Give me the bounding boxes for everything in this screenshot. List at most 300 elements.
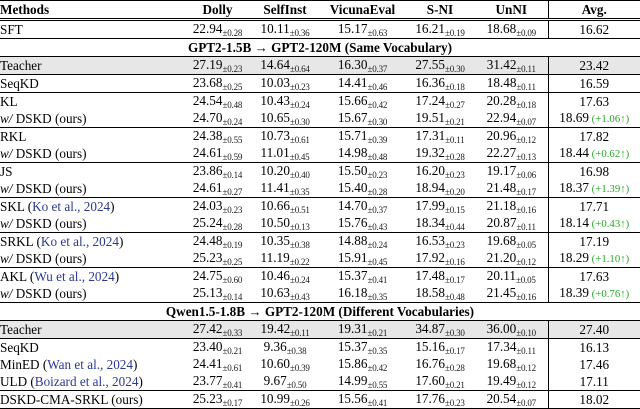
score-cell — [185, 250, 250, 268]
avg-delta: (+1.10↑) — [588, 253, 630, 265]
score-value: 10.60 — [260, 356, 290, 371]
section-row — [0, 303, 640, 321]
score-value: 15.50 — [337, 163, 368, 178]
score-value: 18.58 — [415, 285, 445, 300]
text-part: SFT — [0, 21, 23, 37]
score-cell — [405, 57, 475, 75]
score-value: 24.61 — [192, 180, 223, 195]
score-value: 11.01 — [260, 145, 290, 160]
text-part: w/ — [0, 110, 16, 126]
score-cell — [185, 57, 250, 75]
method-cell — [0, 321, 185, 339]
score-cell — [475, 391, 548, 409]
score-stddev: ±0.28 — [444, 152, 465, 162]
score-value: 27.19 — [192, 57, 223, 72]
text-part: 18.14 — [559, 215, 589, 230]
score-stddev: ±0.28 — [367, 187, 388, 197]
text-part: 17.63 — [579, 268, 610, 284]
score-value: 16.36 — [415, 75, 445, 90]
text-part: 23.42 — [579, 57, 610, 73]
score-value: 24.61 — [192, 145, 223, 160]
table-row — [0, 356, 640, 373]
avg-delta: (+1.39↑) — [588, 183, 630, 195]
score-cell — [475, 93, 548, 111]
text-part: 17.82 — [579, 128, 610, 144]
score-cell — [250, 215, 320, 233]
table-row — [0, 339, 640, 357]
score-cell — [250, 93, 320, 111]
score-cell — [250, 198, 320, 216]
score-value: 14.99 — [337, 373, 368, 388]
score-cell — [405, 128, 475, 146]
method-cell — [0, 339, 185, 357]
score-stddev: ±0.16 — [516, 292, 536, 302]
method-cell — [0, 145, 185, 163]
avg-delta: (+0.43↑) — [588, 218, 630, 230]
score-value: 24.03 — [192, 198, 223, 213]
score-stddev: ±0.30 — [367, 117, 388, 127]
score-cell — [475, 250, 548, 268]
table-row — [0, 110, 640, 128]
table-row — [0, 145, 640, 163]
table-header — [0, 1, 640, 20]
score-cell — [475, 75, 548, 93]
score-stddev: ±0.38 — [289, 240, 310, 250]
score-value: 15.37 — [337, 268, 368, 283]
score-stddev: ±0.24 — [367, 240, 388, 250]
text-part: w/ — [0, 215, 16, 231]
score-stddev: ±0.37 — [367, 64, 388, 74]
score-cell — [405, 93, 475, 111]
text-part: DSKD (ours) — [15, 110, 87, 126]
score-value: 17.99 — [415, 198, 445, 213]
method-cell — [0, 356, 185, 373]
score-cell — [250, 20, 320, 39]
score-stddev: ±0.43 — [289, 292, 310, 302]
score-cell — [405, 339, 475, 357]
score-value: 23.40 — [192, 339, 223, 354]
avg-cell — [548, 321, 640, 339]
score-cell — [185, 20, 250, 39]
score-cell — [320, 128, 405, 146]
avg-cell — [548, 215, 640, 233]
score-stddev: ±0.35 — [289, 187, 310, 197]
score-cell — [250, 128, 320, 146]
score-stddev: ±0.41 — [367, 275, 388, 285]
method-cell — [0, 110, 185, 128]
text-part: 18.29 — [559, 250, 589, 265]
score-value: 11.41 — [260, 180, 290, 195]
score-stddev: ±0.50 — [286, 380, 307, 390]
score-value: 19.42 — [260, 321, 291, 336]
score-stddev: ±0.39 — [367, 135, 388, 145]
method-cell — [0, 233, 185, 251]
score-value: 16.18 — [337, 285, 368, 300]
score-cell — [320, 268, 405, 286]
score-cell — [185, 233, 250, 251]
score-cell — [185, 356, 250, 373]
score-value: 11.19 — [260, 250, 290, 265]
score-cell — [320, 250, 405, 268]
score-cell — [475, 285, 548, 303]
score-cell — [250, 75, 320, 93]
score-cell — [320, 20, 405, 39]
score-cell — [405, 356, 475, 373]
header-row — [0, 1, 640, 20]
score-stddev: ±0.17 — [516, 187, 536, 197]
score-value: 10.99 — [260, 391, 290, 406]
score-stddev: ±0.59 — [222, 152, 243, 162]
score-value: 19.51 — [415, 110, 445, 125]
method-cell — [0, 163, 185, 181]
score-stddev: ±0.27 — [222, 187, 243, 197]
score-value: 10.46 — [260, 268, 290, 283]
score-cell — [475, 163, 548, 181]
avg-cell — [548, 57, 640, 75]
score-cell — [475, 215, 548, 233]
text-part: 16.98 — [579, 163, 610, 179]
score-value: 34.87 — [415, 321, 445, 336]
text-part: 17.46 — [579, 356, 610, 372]
score-cell — [320, 57, 405, 75]
score-stddev: ±0.61 — [222, 363, 243, 373]
score-stddev: ±0.48 — [444, 292, 465, 302]
score-cell — [250, 321, 320, 339]
text-part: w/ — [0, 285, 16, 301]
text-part: DSKD (ours) — [15, 215, 87, 231]
score-stddev: ±0.21 — [222, 346, 243, 356]
text-part: DSKD (ours) — [15, 145, 87, 161]
score-stddev: ±0.25 — [222, 257, 243, 267]
text-part: SeqKD — [0, 75, 39, 91]
score-stddev: ±0.35 — [367, 346, 388, 356]
score-stddev: ±0.23 — [444, 240, 465, 250]
score-stddev: ±0.14 — [222, 170, 243, 180]
score-cell — [405, 180, 475, 198]
score-value: 15.67 — [337, 110, 368, 125]
score-stddev: ±0.40 — [289, 170, 310, 180]
score-value: 20.11 — [486, 268, 516, 283]
score-stddev: ±0.42 — [367, 100, 388, 110]
score-stddev: ±0.27 — [444, 100, 465, 110]
text-part: 17.19 — [579, 233, 610, 249]
avg-cell — [548, 93, 640, 111]
score-stddev: ±0.36 — [289, 28, 310, 38]
table-row — [0, 285, 640, 303]
score-cell — [185, 128, 250, 146]
score-stddev: ±0.23 — [222, 64, 243, 74]
score-cell — [185, 180, 250, 198]
score-stddev: ±0.07 — [516, 398, 536, 408]
score-value: 17.92 — [415, 250, 445, 265]
text-part: DSKD (ours) — [15, 180, 87, 196]
score-cell — [320, 110, 405, 128]
score-value: 16.53 — [415, 233, 445, 248]
score-stddev: ±0.55 — [367, 380, 388, 390]
score-cell — [250, 145, 320, 163]
score-stddev: ±0.41 — [222, 380, 243, 390]
score-stddev: ±0.45 — [289, 152, 310, 162]
score-value: 24.70 — [192, 110, 223, 125]
text-part: w/ — [0, 180, 16, 196]
text-part: SKL ( — [0, 198, 33, 214]
score-value: 24.41 — [192, 356, 223, 371]
score-cell — [250, 180, 320, 198]
avg-cell — [548, 75, 640, 93]
score-cell — [250, 373, 320, 391]
text-part: 27.40 — [579, 321, 610, 337]
text-part: 16.13 — [579, 339, 610, 355]
score-stddev: ±0.11 — [445, 135, 465, 145]
score-value: 31.42 — [486, 57, 517, 72]
score-cell — [320, 215, 405, 233]
score-stddev: ±0.28 — [222, 222, 243, 232]
score-value: 17.48 — [415, 268, 445, 283]
score-value: 14.70 — [337, 198, 368, 213]
avg-cell — [548, 233, 640, 251]
score-stddev: ±0.18 — [444, 82, 465, 92]
score-cell — [185, 75, 250, 93]
section-title: Qwen1.5-1.8B → GPT2-120M (Different Vocabularies) — [0, 303, 640, 321]
score-stddev: ±0.11 — [516, 82, 536, 92]
score-cell — [250, 57, 320, 75]
score-stddev: ±0.21 — [444, 117, 465, 127]
avg-cell — [548, 145, 640, 163]
score-cell — [405, 75, 475, 93]
score-cell — [185, 93, 250, 111]
text-part: ) — [114, 268, 120, 284]
table-row — [0, 163, 640, 181]
score-value: 10.65 — [260, 110, 290, 125]
score-cell — [475, 356, 548, 373]
score-value: 20.28 — [486, 93, 517, 108]
table-row — [0, 180, 640, 198]
text-part: ) — [138, 373, 143, 389]
text-part: 18.69 — [559, 110, 589, 125]
score-value: 25.23 — [192, 391, 223, 406]
method-cell — [0, 180, 185, 198]
score-cell — [185, 391, 250, 409]
score-value: 23.86 — [192, 163, 223, 178]
table-row — [0, 321, 640, 339]
score-value: 16.20 — [415, 163, 445, 178]
score-cell — [185, 373, 250, 391]
score-cell — [320, 356, 405, 373]
citation-link[interactable]: Wu et al., 2024 — [34, 268, 115, 284]
score-cell — [475, 110, 548, 128]
text-part: Teacher — [0, 321, 42, 337]
score-cell — [185, 268, 250, 286]
table-row — [0, 250, 640, 268]
score-value: 24.48 — [192, 233, 223, 248]
score-stddev: ±0.11 — [516, 64, 536, 74]
score-cell — [185, 215, 250, 233]
score-stddev: ±0.60 — [222, 275, 243, 285]
score-value: 10.11 — [260, 21, 290, 36]
score-stddev: ±0.19 — [222, 240, 243, 250]
score-cell — [185, 285, 250, 303]
score-stddev: ±0.17 — [444, 275, 465, 285]
score-value: 17.24 — [415, 93, 445, 108]
avg-cell — [548, 20, 640, 39]
score-stddev: ±0.11 — [290, 328, 310, 338]
avg-cell — [548, 128, 640, 146]
score-stddev: ±0.05 — [516, 240, 536, 250]
text-part: 17.63 — [579, 93, 610, 109]
score-cell — [475, 233, 548, 251]
score-value: 15.37 — [337, 339, 368, 354]
text-part: 18.44 — [559, 145, 589, 160]
avg-cell — [548, 198, 640, 216]
score-value: 15.71 — [337, 128, 368, 143]
score-value: 10.20 — [260, 163, 290, 178]
score-cell — [475, 57, 548, 75]
table-row — [0, 198, 640, 216]
table-row — [0, 391, 640, 409]
score-stddev: ±0.10 — [516, 328, 536, 338]
score-value: 24.38 — [192, 128, 223, 143]
score-stddev: ±0.30 — [444, 64, 465, 74]
score-cell — [250, 233, 320, 251]
score-value: 10.66 — [260, 198, 290, 213]
score-stddev: ±0.13 — [516, 152, 536, 162]
score-cell — [185, 163, 250, 181]
text-part: DSKD (ours) — [15, 250, 87, 266]
text-part: MinED ( — [0, 356, 48, 372]
score-cell — [405, 391, 475, 409]
score-value: 9.67 — [263, 373, 287, 388]
score-stddev: ±0.20 — [444, 187, 465, 197]
citation-link[interactable]: Boizard et al., 2024 — [34, 373, 139, 389]
text-part: AKL ( — [0, 268, 35, 284]
text-part: 16.59 — [579, 75, 610, 91]
citation-link[interactable]: Ko et al., 2024 — [32, 198, 111, 214]
score-value: 19.49 — [486, 373, 517, 388]
text-part: 17.11 — [579, 373, 609, 389]
method-cell — [0, 75, 185, 93]
score-stddev: ±0.22 — [289, 257, 310, 267]
method-cell — [0, 373, 185, 391]
table-row — [0, 268, 640, 286]
text-part: 18.39 — [559, 285, 589, 300]
column-header-dolly: Dolly — [185, 1, 250, 20]
score-value: 19.32 — [415, 145, 445, 160]
score-value: 19.17 — [486, 163, 517, 178]
text-part: SRKL ( — [0, 233, 41, 249]
score-stddev: ±0.26 — [289, 398, 310, 408]
table-row — [0, 233, 640, 251]
score-stddev: ±0.07 — [516, 117, 536, 127]
score-cell — [250, 339, 320, 357]
score-cell — [250, 110, 320, 128]
text-part: Teacher — [0, 57, 42, 73]
score-value: 19.68 — [486, 356, 517, 371]
score-value: 18.94 — [415, 180, 445, 195]
score-value: 20.87 — [486, 215, 517, 230]
score-cell — [405, 373, 475, 391]
score-cell — [320, 93, 405, 111]
score-value: 10.63 — [260, 285, 290, 300]
method-cell — [0, 215, 185, 233]
score-stddev: ±0.44 — [444, 222, 465, 232]
score-value: 25.23 — [192, 250, 223, 265]
score-stddev: ±0.12 — [516, 257, 536, 267]
text-part: ) — [118, 233, 124, 249]
score-cell — [320, 145, 405, 163]
column-header-methods: Methods — [0, 1, 185, 20]
avg-cell — [548, 356, 640, 373]
score-value: 27.55 — [415, 57, 445, 72]
score-stddev: ±0.12 — [516, 380, 536, 390]
score-value: 23.68 — [192, 75, 223, 90]
score-cell — [250, 285, 320, 303]
avg-cell — [548, 163, 640, 181]
score-value: 22.94 — [192, 21, 223, 36]
score-cell — [250, 268, 320, 286]
score-stddev: ±0.33 — [222, 328, 243, 338]
score-cell — [405, 233, 475, 251]
score-value: 10.35 — [260, 233, 290, 248]
citation-link[interactable]: Wan et al., 2024 — [47, 356, 133, 372]
score-cell — [405, 20, 475, 39]
score-cell — [320, 391, 405, 409]
score-value: 14.88 — [337, 233, 368, 248]
method-cell — [0, 93, 185, 111]
score-value: 16.76 — [415, 356, 445, 371]
score-cell — [405, 321, 475, 339]
score-cell — [475, 373, 548, 391]
score-value: 19.68 — [486, 233, 517, 248]
score-cell — [185, 198, 250, 216]
citation-link[interactable]: Ko et al., 2024 — [40, 233, 119, 249]
text-part: KL — [0, 93, 18, 109]
score-stddev: ±0.48 — [367, 152, 388, 162]
text-part: ULD ( — [0, 373, 35, 389]
avg-cell — [548, 110, 640, 128]
score-value: 22.94 — [486, 110, 517, 125]
score-stddev: ±0.23 — [222, 205, 243, 215]
score-value: 10.03 — [260, 75, 290, 90]
score-value: 18.68 — [486, 21, 517, 36]
avg-cell — [548, 391, 640, 409]
score-stddev: ±0.25 — [222, 82, 243, 92]
score-value: 10.50 — [260, 215, 290, 230]
score-stddev: ±0.23 — [367, 170, 388, 180]
column-header-unni: UnNI — [475, 1, 548, 20]
score-stddev: ±0.11 — [516, 222, 536, 232]
text-part: 18.02 — [579, 391, 610, 407]
score-stddev: ±0.06 — [516, 170, 536, 180]
score-value: 10.73 — [260, 128, 290, 143]
score-cell — [185, 339, 250, 357]
method-cell — [0, 57, 185, 75]
method-cell — [0, 285, 185, 303]
score-stddev: ±0.38 — [286, 346, 307, 356]
score-stddev: ±0.63 — [367, 28, 388, 38]
score-value: 25.24 — [192, 215, 223, 230]
score-value: 14.64 — [260, 57, 290, 72]
text-part: w/ — [0, 145, 16, 161]
text-part: DSKD (ours) — [15, 285, 87, 301]
avg-delta: (+0.62↑) — [588, 148, 630, 160]
score-cell — [475, 198, 548, 216]
score-cell — [250, 163, 320, 181]
score-stddev: ±0.17 — [222, 398, 243, 408]
score-value: 36.00 — [486, 321, 517, 336]
text-part: ) — [110, 198, 115, 214]
score-value: 15.91 — [337, 250, 368, 265]
avg-cell — [548, 373, 640, 391]
